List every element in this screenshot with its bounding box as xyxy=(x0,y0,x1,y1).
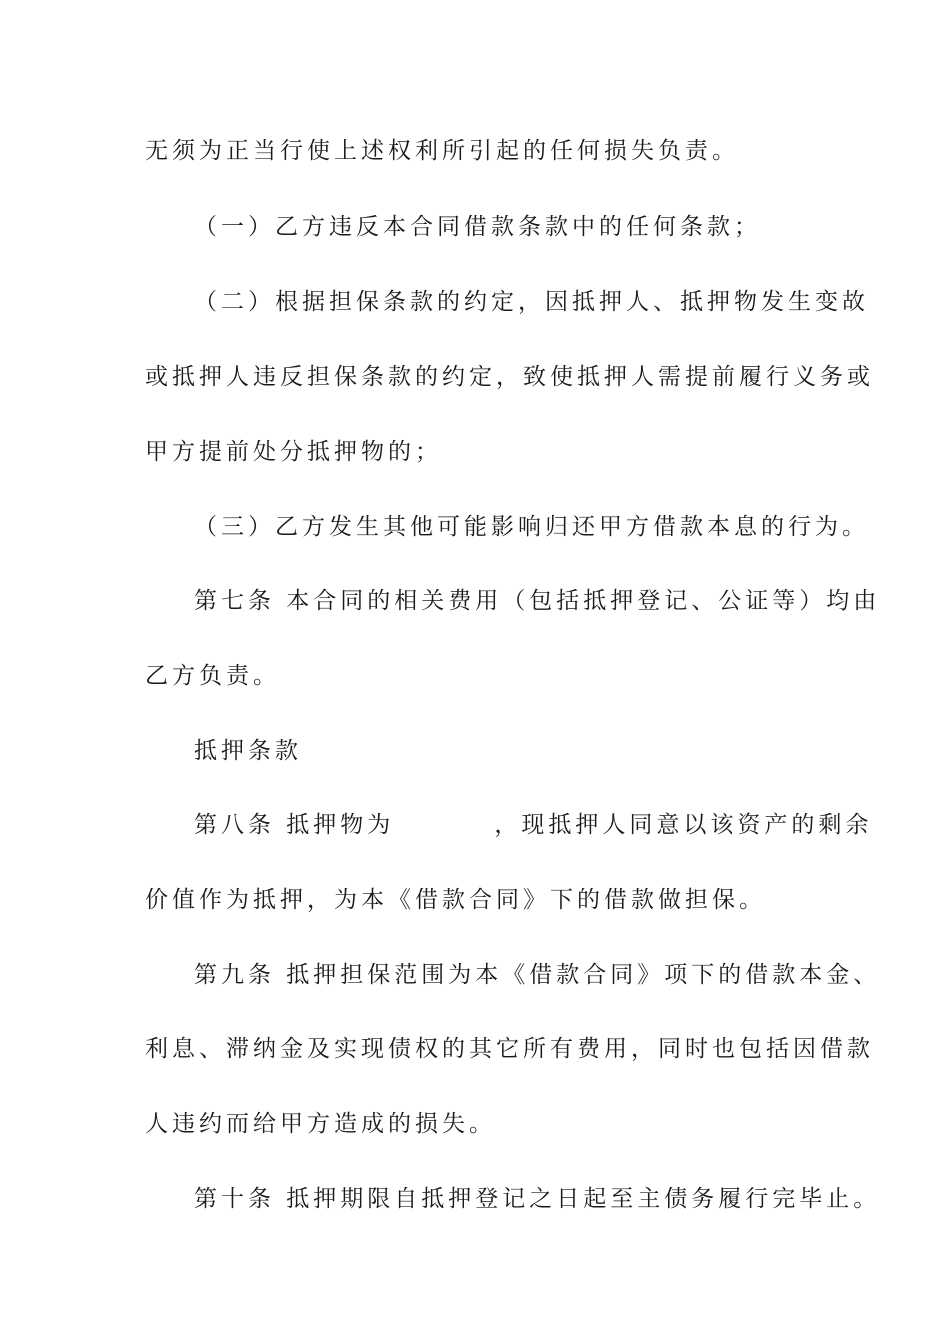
paragraph-line: 价值作为抵押，为本《借款合同》下的借款做担保。 xyxy=(145,887,766,913)
paragraph-line: 第七条 本合同的相关费用（包括抵押登记、公证等）均由 xyxy=(194,588,881,614)
paragraph-line: 乙方负责。 xyxy=(145,663,280,689)
paragraph-line: 第十条 抵押期限自抵押登记之日起至主债务履行完毕止。 xyxy=(194,1186,881,1212)
paragraph-line: （三）乙方发生其他可能影响归还甲方借款本息的行为。 xyxy=(194,514,869,540)
paragraph-line: 人违约而给甲方造成的损失。 xyxy=(145,1111,496,1137)
paragraph-line: （一）乙方违反本合同借款条款中的任何条款； xyxy=(194,214,761,240)
paragraph-line: 利息、滞纳金及实现债权的其它所有费用，同时也包括因借款 xyxy=(145,1036,874,1062)
section-heading: 抵押条款 xyxy=(194,738,302,764)
paragraph-line xyxy=(194,810,873,840)
clause-8-start: 第八条 抵押物为 xyxy=(194,812,395,838)
paragraph-line: 无须为正当行使上述权利所引起的任何损失负责。 xyxy=(145,138,739,164)
paragraph-line: 甲方提前处分抵押物的； xyxy=(145,439,442,465)
paragraph-line: 或抵押人违反担保条款的约定，致使抵押人需提前履行义务或 xyxy=(145,364,874,390)
clause-8-rest: ，现抵押人同意以该资产的剩余 xyxy=(494,812,873,838)
paragraph-line: 第九条 抵押担保范围为本《借款合同》项下的借款本金、 xyxy=(194,962,881,988)
paragraph-line: （二）根据担保条款的约定，因抵押人、抵押物发生变故 xyxy=(194,289,869,315)
